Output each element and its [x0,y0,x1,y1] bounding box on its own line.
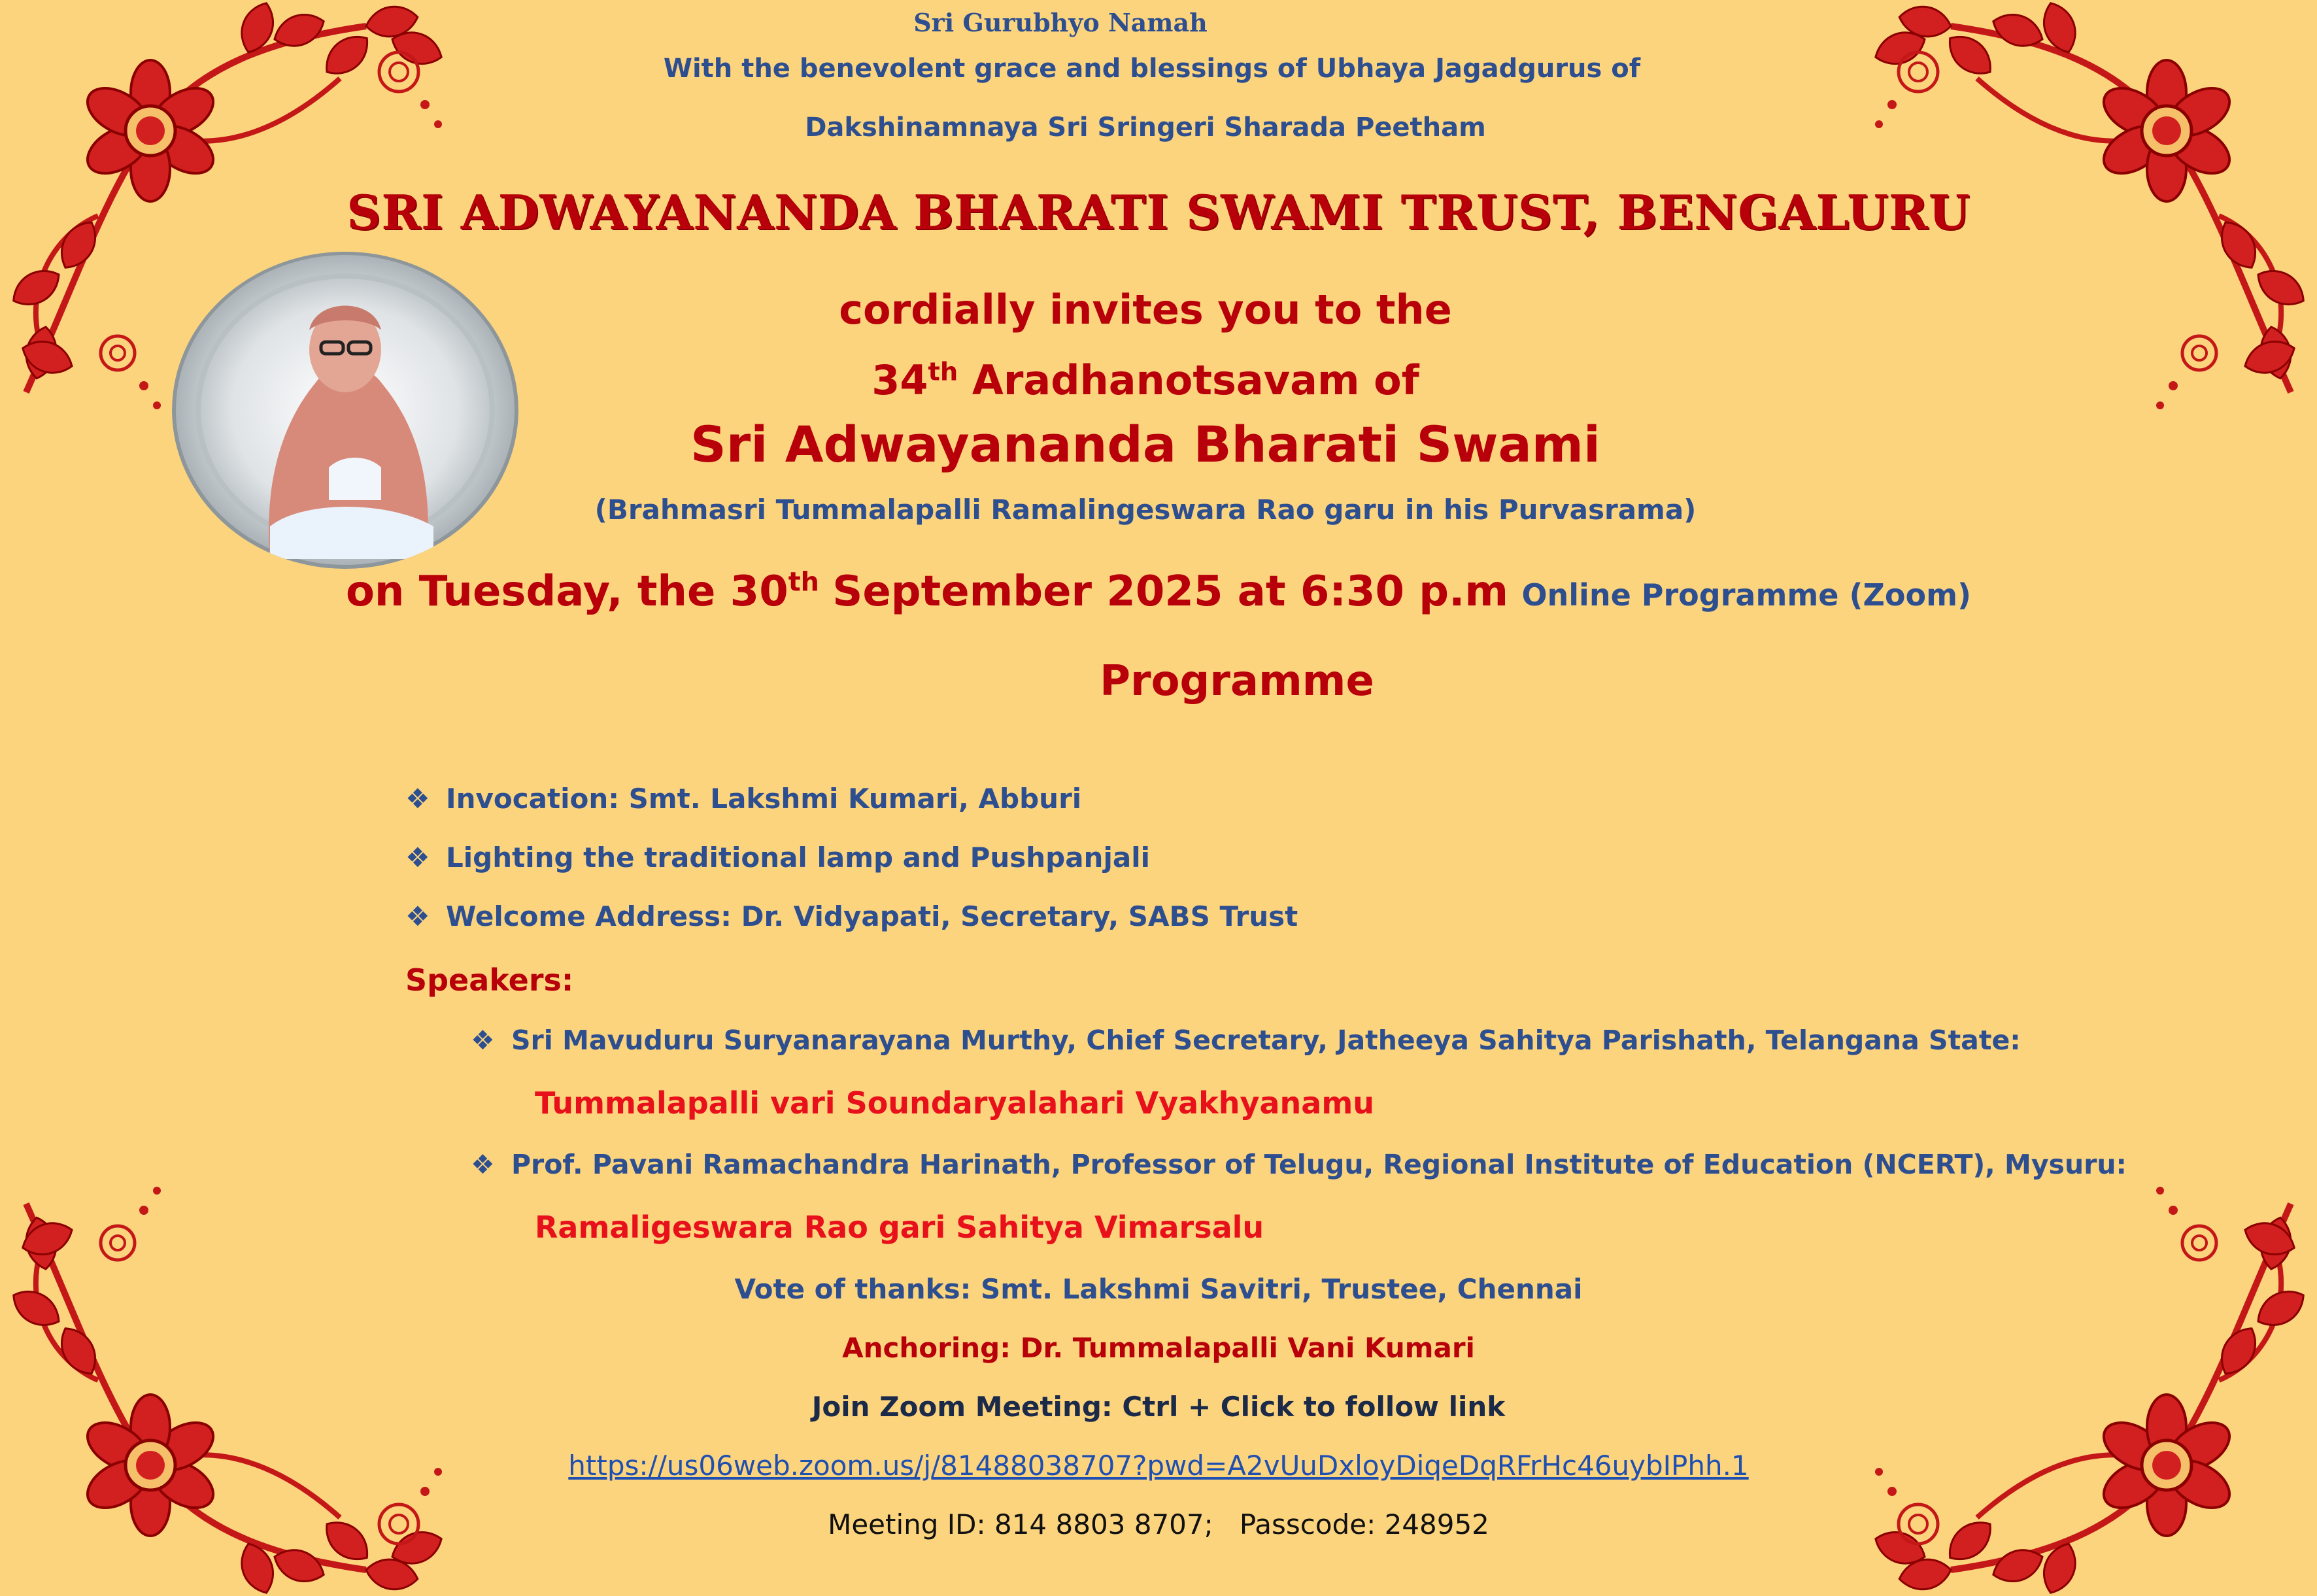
speaker-name [471,1149,2127,1180]
date-line [0,568,2317,616]
vote-of-thanks: Vote of thanks: Smt. Lakshmi Savitri, Trustee, Chennai [734,1273,1583,1305]
zoom-link-row [0,1450,2317,1482]
event-text: Aradhanotsavam of [972,356,1419,404]
blessing-line-2: Dakshinamnaya Sri Sringeri Sharada Peetham [805,112,1486,143]
programme-item [405,841,1150,874]
programme-item [405,783,1081,815]
bullet-icon: ❖ [471,1025,495,1056]
speaker-name-label: Prof. Pavani Ramachandra Harinath, Professor of Telugu, Regional Institute of Education (NCERT), Mysuru: [511,1149,2127,1180]
invites-text: cordially invites you to the [839,286,1452,333]
meeting-details [0,1508,2317,1540]
meeting-id: Meeting ID: 814 8803 8707; [828,1508,1213,1540]
speaker-name-label: Sri Mavuduru Suryanarayana Murthy, Chief Secretary, Jatheeya Sahitya Parishath, Telangana State: [511,1025,2021,1056]
speaker-topic: Tummalapalli vari Soundaryalahari Vyakhyanamu [535,1085,1375,1121]
zoom-link[interactable]: https://us06web.zoom.us/j/81488038707?pwd=A2vUuDxloyDiqeDqRFrHc46uybIPhh.1 [568,1450,1749,1482]
trust-name: SRI ADWAYANANDA BHARATI SWAMI TRUST, BENGALURU [347,184,1970,240]
programme-item [405,900,1298,932]
bullet-icon: ❖ [405,900,430,932]
swami-name: Sri Adwayananda Bharati Swami [690,415,1600,473]
speaker-topic: Ramaligeswara Rao gari Sahitya Vimarsalu [535,1210,1264,1245]
purvasrama-note: (Brahmasri Tummalapalli Ramalingeswara Rao garu in his Purvasrama) [594,494,1697,526]
speakers-heading: Speakers: [405,962,574,998]
anchoring: Anchoring: Dr. Tummalapalli Vani Kumari [842,1332,1475,1364]
bullet-icon: ❖ [471,1149,495,1180]
aradhanotsavam-line [0,356,2304,404]
date-suffix: th [788,567,819,598]
date-prefix: on Tuesday, the 30 [345,568,788,616]
ordinal-suffix: th [928,357,958,387]
bullet-icon: ❖ [405,841,430,874]
bullet-icon: ❖ [405,783,430,815]
passcode: Passcode: 248952 [1239,1508,1489,1540]
programme-heading: Programme [1100,657,1374,705]
salutation: Sri Gurubhyo Namah [913,8,1208,37]
zoom-join-text: Join Zoom Meeting: Ctrl + Click to follow link [811,1391,1506,1423]
speaker-name [471,1025,2021,1056]
blessing-line-1: With the benevolent grace and blessings of Ubhaya Jagadgurus of [663,54,1641,84]
programme-item-label: Lighting the traditional lamp and Pushpanjali [446,841,1150,874]
ordinal-number: 34 [871,356,928,404]
programme-item-label: Invocation: Smt. Lakshmi Kumari, Abburi [446,783,1082,815]
date-rest: September 2025 at 6:30 p.m [832,568,1509,616]
programme-mode: Online Programme (Zoom) [1521,577,1972,613]
programme-item-label: Welcome Address: Dr. Vidyapati, Secretary, SABS Trust [446,900,1298,932]
